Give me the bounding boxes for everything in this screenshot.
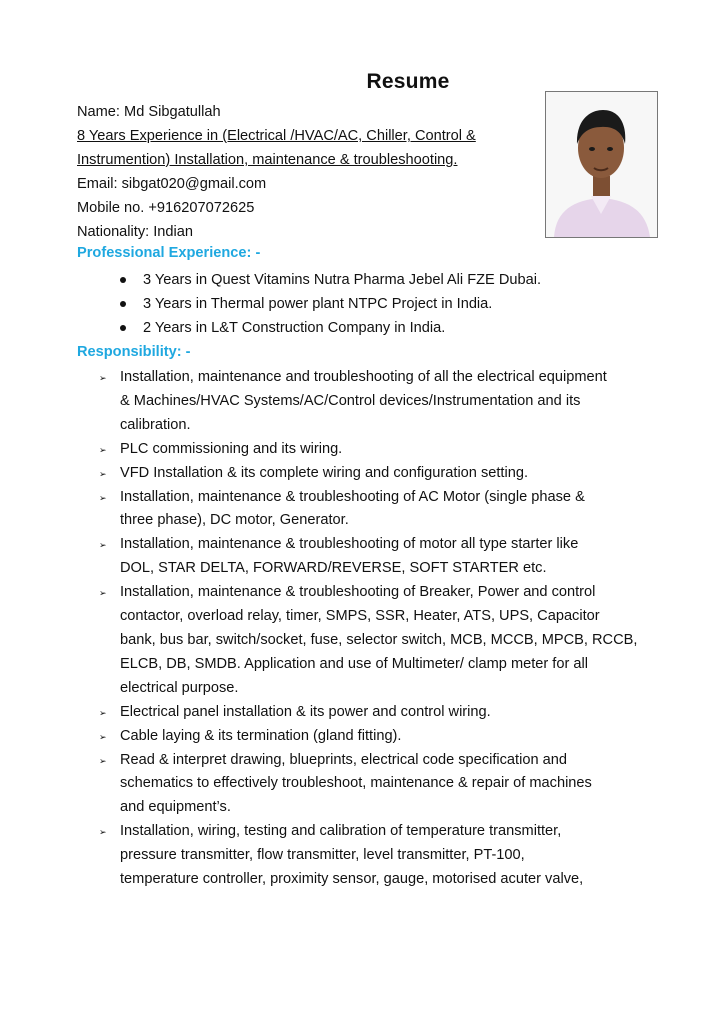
nationality-line: Nationality: Indian — [77, 224, 194, 240]
arrow-bullet-icon: ➢ — [99, 373, 107, 383]
list-item: 3 Years in Quest Vitamins Nutra Pharma Jebel Ali FZE Dubai. — [77, 268, 677, 292]
list-item: ➢ PLC commissioning and its wiring. — [77, 438, 672, 462]
mobile-line: Mobile no. +916207072625 — [77, 200, 255, 216]
list-item: ➢ Installation, maintenance & troubleshooting of Breaker, Power and control contactor, overload relay, timer, SMPS, SSR, Heater, ATS, UPS, Capacitor bank, bus bar, switch/socket, fuse, selector switch, MCB, MCCB, MPCB, RCCB, ELCB, DB, SMDB. Application and use of Multimeter/ clamp meter for all electrical purpose. — [77, 581, 672, 701]
bullet-dot-icon — [120, 325, 126, 331]
personal-info — [77, 100, 527, 244]
arrow-bullet-icon: ➢ — [99, 468, 107, 479]
arrow-bullet-icon: ➢ — [99, 588, 107, 599]
arrow-bullet-icon: ➢ — [99, 755, 107, 766]
list-item: ➢ Installation, wiring, testing and calibration of temperature transmitter, pressure transmitter, flow transmitter, level transmitter, PT-100, temperature controller, proximity sensor, gauge, motorised acuter valve, — [77, 820, 672, 892]
arrow-bullet-icon: ➢ — [99, 540, 107, 551]
bullet-dot-icon — [120, 277, 126, 283]
resume-title: Resume — [366, 70, 450, 93]
arrow-bullet-icon: ➢ — [99, 731, 107, 742]
professional-experience-list — [77, 268, 677, 340]
list-item: 2 Years in L&T Construction Company in India. — [77, 316, 677, 340]
bullet-dot-icon — [120, 301, 126, 307]
list-item: ➢ Electrical panel installation & its power and control wiring. — [77, 701, 672, 725]
arrow-bullet-icon: ➢ — [99, 707, 107, 718]
arrow-bullet-icon: ➢ — [99, 492, 107, 503]
list-item: ➢ Cable laying & its termination (gland fitting). — [77, 725, 672, 749]
arrow-bullet-icon: ➢ — [99, 444, 107, 455]
arrow-bullet-icon: ➢ — [99, 827, 107, 838]
list-item: ➢ Read & interpret drawing, blueprints, electrical code specification and schematics to effectively troubleshoot, maintenance & repair of machines and equipment’s. — [77, 749, 672, 821]
list-item: ➢ Installation, maintenance & troubleshooting of AC Motor (single phase & three phase), DC motor, Generator. — [77, 486, 672, 534]
list-item: ➢ VFD Installation & its complete wiring and configuration setting. — [77, 462, 672, 486]
professional-experience-heading: Professional Experience: - — [77, 245, 261, 261]
name-line: Name: Md Sibgatullah — [77, 104, 221, 120]
responsibility-list — [77, 366, 672, 892]
responsibility-heading: Responsibility: - — [77, 344, 191, 360]
list-item: ➢ Installation, maintenance & troubleshooting of motor all type starter like DOL, STAR DELTA, FORWARD/REVERSE, SOFT STARTER etc. — [77, 533, 672, 581]
experience-summary-line-1: 8 Years Experience in (Electrical /HVAC/AC, Chiller, Control & — [77, 128, 476, 144]
experience-summary-line-2: Instrumention) Installation, maintenance & troubleshooting. — [77, 152, 458, 168]
list-item: ➢ Installation, maintenance and troubleshooting of all the electrical equipment & Machines/HVAC Systems/AC/Control devices/Instrumentation and its calibration. — [77, 366, 672, 438]
email-line: Email: sibgat020@gmail.com — [77, 176, 267, 192]
list-item: 3 Years in Thermal power plant NTPC Project in India. — [77, 292, 677, 316]
person-portrait-icon — [546, 92, 657, 237]
profile-photo — [545, 91, 658, 238]
